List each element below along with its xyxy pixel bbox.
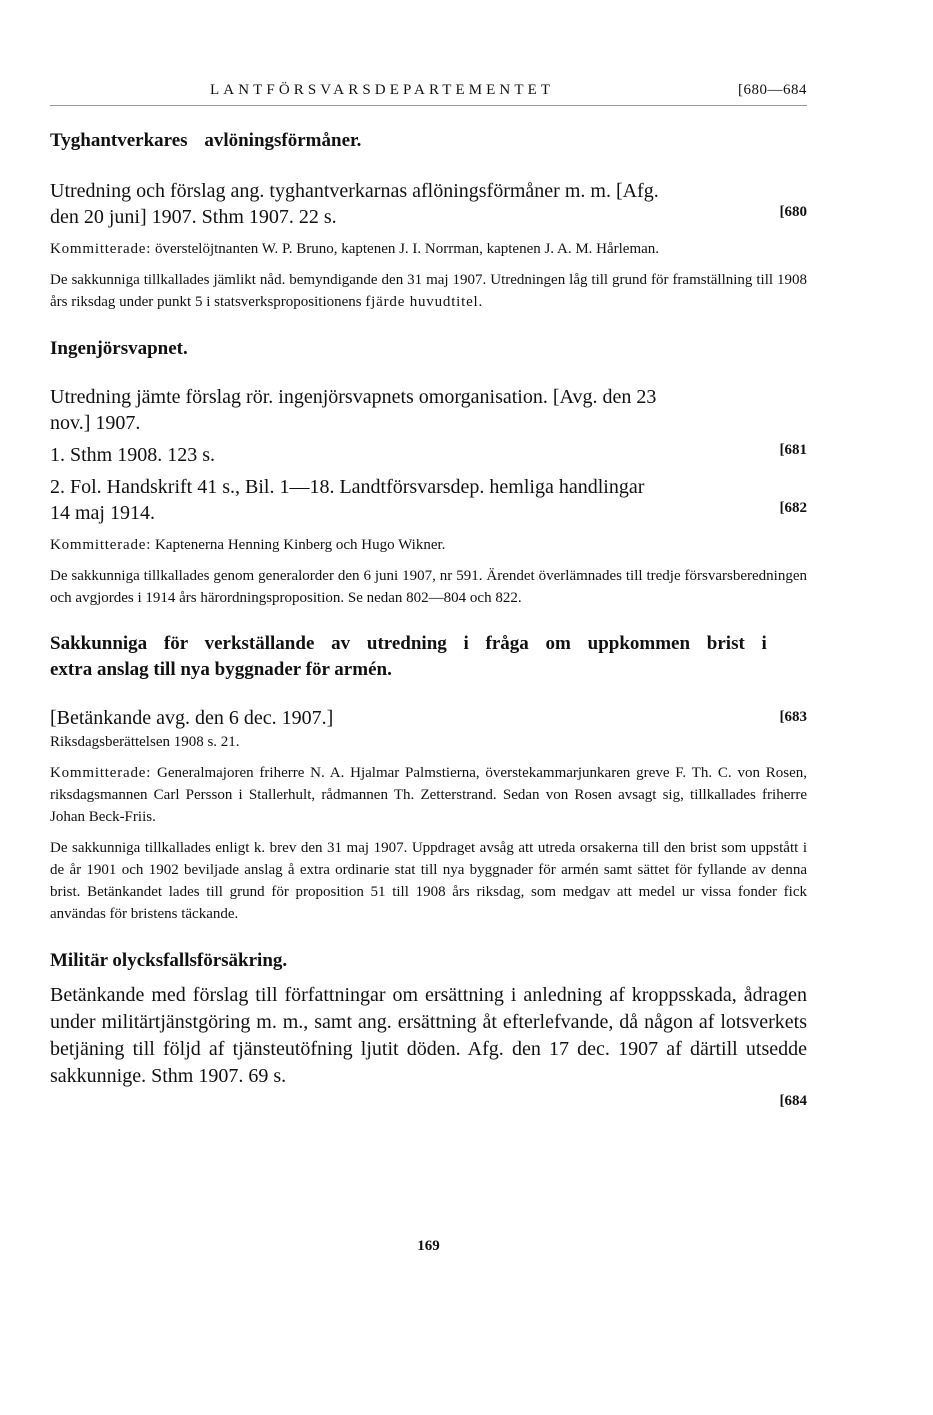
section-heading: Militär olycksfallsförsäkring. <box>50 950 288 971</box>
entry-ref: [682 <box>779 500 807 516</box>
title-row <box>50 204 807 230</box>
committee <box>50 762 807 828</box>
header-range: [680—684 <box>738 82 807 98</box>
title-line: [Betänkande avg. den 6 dec. 1907.] <box>50 707 334 729</box>
title-line: nov.] 1907. <box>50 412 141 434</box>
item-2-line: 14 maj 1914. <box>50 502 155 524</box>
item-2-line: 2. Fol. Handskrift 41 s., Bil. 1—18. Landtförsvarsdep. hemliga handlingar <box>50 476 645 498</box>
source: Riksdagsberättelsen 1908 s. 21. <box>50 734 240 750</box>
committee-members: överstelöjtnanten W. P. Bruno, kaptenen J. I. Norrman, kaptenen J. A. M. Hårleman. <box>154 241 660 257</box>
note: De sakkunniga tillkallades genom generalorder den 6 juni 1907, nr 591. Ärendet överlämnades till tredje försvarsberedningen och avgjordes i 1914 års härordningsproposition. Se nedan 802—804 och 822. <box>50 568 807 606</box>
item-row <box>50 500 807 526</box>
entry-ref: [684 <box>779 1093 807 1109</box>
running-header <box>50 82 807 106</box>
section-681-682 <box>50 336 807 609</box>
entry-ref: [680 <box>779 204 807 220</box>
committee-label: Kommitterade: <box>50 241 152 257</box>
note-text: De sakkunniga tillkallades jämlikt nåd. bemyndigande den 31 maj 1907. Utredningen låg till grund för framställning till 1908 års riksdag under punkt 5 i statsverkspropositionens <box>50 272 807 310</box>
note: De sakkunniga tillkallades enligt k. brev den 31 maj 1907. Uppdraget avsåg att utreda orsakerna till den brist som uppstått i de år 1901 och 1902 beviljade anslag å extra ordinarie stat till nya byggnader för armén samt sättet för fyllande av denna brist. Betänkandet lades till grund för proposition 51 till 1908 års riksdag, som medgav att medel ur vissa fonder fick användas för bristens täckande. <box>50 840 807 922</box>
title-line: den 20 juni] 1907. Sthm 1907. 22 s. <box>50 206 337 228</box>
header-title: LANTFÖRSVARSDEPARTEMENTET <box>210 82 555 98</box>
title-row <box>50 705 807 731</box>
note <box>50 269 807 313</box>
item-row <box>50 442 807 468</box>
entry-ref: [683 <box>779 709 807 725</box>
section-heading: Tyghantverkares avlöningsförmåner. <box>50 130 362 151</box>
title-line: Utredning och förslag ang. tyghantverkarnas aflöningsförmåner m. m. [Afg. <box>50 180 659 202</box>
committee-members: Kaptenerna Henning Kinberg och Hugo Wikner. <box>154 537 446 553</box>
title-line: Utredning jämte förslag rör. ingenjörsvapnets omorganisation. [Avg. den 23 <box>50 386 657 408</box>
page-number: 169 <box>417 1238 440 1254</box>
entry-text: Betänkande med förslag till författningar om ersättning i anledning af kroppsskada, ådragen under militärtjänstgöring m. m., samt ang. ersättning åt efterlefvande, då någon af lotsverkets betjäning till följd af tjänsteutöfning ljutit döden. Afg. den 17 dec. 1907 af därtill utsedde sakkunnige. Sthm 1907. 69 s. <box>50 984 807 1087</box>
committee-members: Generalmajoren friherre N. A. Hjalmar Palmstierna, överstekammarjunkaren greve F. Th. C. von Rosen, riksdagsmannen Carl Persson i Stallerhult, rådmannen Th. Zetterstrand. Sedan von Rosen avsagt sig, tillkallades friherre Johan Beck-Friis. <box>50 765 807 825</box>
header-rule <box>50 105 807 106</box>
section-heading-line: Sakkunniga för verkställande av utredning i fråga om uppkommen brist i <box>50 633 767 654</box>
entry-ref: [681 <box>779 442 807 458</box>
section-684 <box>50 948 807 1112</box>
content <box>50 128 807 1112</box>
item-1: 1. Sthm 1908. 123 s. <box>50 444 216 466</box>
committee-label: Kommitterade: <box>50 537 152 553</box>
section-heading-line: extra anslag till nya byggnader för armén. <box>50 659 392 680</box>
committee <box>50 238 807 260</box>
section-heading: Ingenjörsvapnet. <box>50 338 188 359</box>
committee <box>50 534 807 556</box>
note-tail: fjärde huvudtitel. <box>365 294 484 310</box>
committee-label: Kommitterade: <box>50 765 152 781</box>
section-680 <box>50 128 807 313</box>
section-683 <box>50 631 807 925</box>
